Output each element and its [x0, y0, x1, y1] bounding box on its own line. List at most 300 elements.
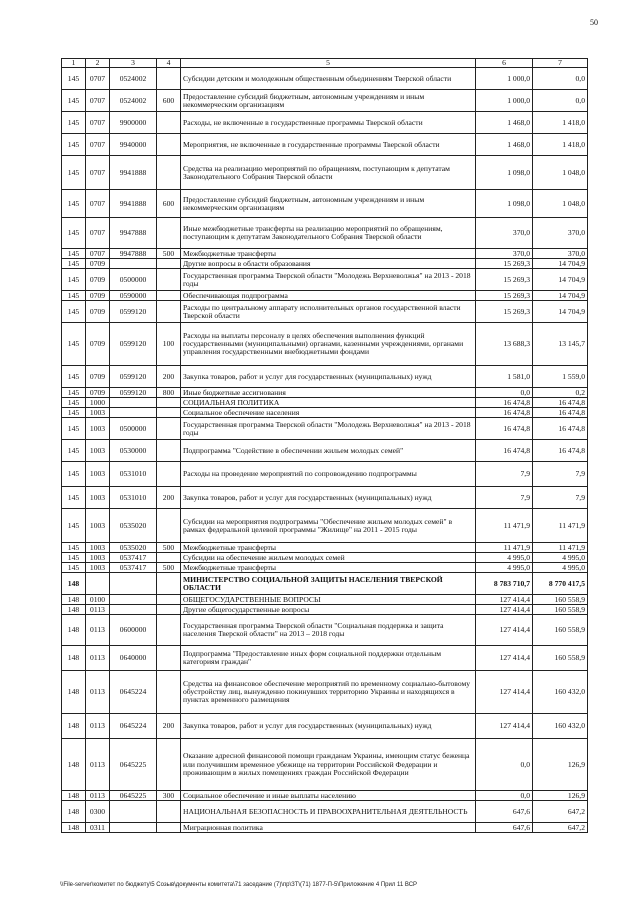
- code-expense-type: 500: [157, 249, 181, 259]
- code-target: 9900000: [110, 112, 157, 134]
- code-admin: 145: [62, 408, 86, 418]
- code-section: 1003: [86, 462, 110, 487]
- amount-col7: 160 558,9: [533, 646, 588, 671]
- code-section: [86, 573, 110, 595]
- expense-name: Оказание адресной финансовой помощи гражданам Украины, имеющим статус беженца или получившим временное убежище на территории Российской Федерации и проживающим в жилых помещениях граждан Российской Федерации: [181, 739, 476, 791]
- code-admin: 145: [62, 440, 86, 462]
- table-row: [62, 90, 588, 112]
- code-admin: 145: [62, 366, 86, 388]
- table-row: [62, 398, 588, 408]
- code-target: [110, 595, 157, 605]
- code-section: 0707: [86, 190, 110, 218]
- amount-col6: 647,6: [476, 801, 533, 823]
- header-col-6: 6: [476, 59, 533, 68]
- table-body: [62, 68, 588, 833]
- code-section: 0707: [86, 218, 110, 249]
- expense-name: Расходы, не включенные в государственные программы Тверской области: [181, 112, 476, 134]
- amount-col7: 14 704,9: [533, 259, 588, 269]
- code-expense-type: [157, 553, 181, 563]
- code-expense-type: [157, 801, 181, 823]
- code-section: 1003: [86, 563, 110, 573]
- code-target: 9947888: [110, 218, 157, 249]
- amount-col6: 1 468,0: [476, 112, 533, 134]
- amount-col7: 11 471,9: [533, 543, 588, 553]
- code-admin: 145: [62, 388, 86, 398]
- code-admin: 148: [62, 791, 86, 801]
- code-admin: 145: [62, 269, 86, 291]
- expense-name: Государственная программа Тверской области "Молодежь Верхневолжья" на 2013 - 2018 годы: [181, 418, 476, 440]
- page-number: 50: [590, 18, 598, 27]
- code-section: 0709: [86, 301, 110, 323]
- amount-col7: 8 770 417,5: [533, 573, 588, 595]
- code-section: 0311: [86, 823, 110, 833]
- amount-col6: 0,0: [476, 388, 533, 398]
- code-expense-type: [157, 218, 181, 249]
- expense-name: ОБЩЕГОСУДАРСТВЕННЫЕ ВОПРОСЫ: [181, 595, 476, 605]
- code-section: 0709: [86, 388, 110, 398]
- amount-col7: 1 048,0: [533, 156, 588, 190]
- table-row: [62, 134, 588, 156]
- expense-name: Расходы по центральному аппарату исполнительных органов государственной власти Тверской области: [181, 301, 476, 323]
- table-row: [62, 605, 588, 615]
- code-section: 0707: [86, 90, 110, 112]
- code-target: [110, 823, 157, 833]
- header-col-4: 4: [157, 59, 181, 68]
- code-target: 0600000: [110, 615, 157, 646]
- expense-name: Другие вопросы в области образования: [181, 259, 476, 269]
- code-target: 0640000: [110, 646, 157, 671]
- header-col-7: 7: [533, 59, 588, 68]
- table-row: [62, 573, 588, 595]
- amount-col6: 370,0: [476, 218, 533, 249]
- code-admin: 145: [62, 398, 86, 408]
- code-target: 0645225: [110, 739, 157, 791]
- code-expense-type: [157, 408, 181, 418]
- code-target: 0535020: [110, 543, 157, 553]
- amount-col7: 7,9: [533, 462, 588, 487]
- header-col-3: 3: [110, 59, 157, 68]
- amount-col6: 16 474,8: [476, 398, 533, 408]
- code-section: 0709: [86, 323, 110, 366]
- code-section: 1003: [86, 553, 110, 563]
- table-row: [62, 112, 588, 134]
- amount-col7: 4 995,0: [533, 553, 588, 563]
- amount-col7: 14 704,9: [533, 301, 588, 323]
- table-row: [62, 249, 588, 259]
- code-section: 0709: [86, 269, 110, 291]
- code-section: 0707: [86, 249, 110, 259]
- code-expense-type: [157, 291, 181, 301]
- amount-col6: 127 414,4: [476, 646, 533, 671]
- expense-name: Средства на финансовое обеспечение мероприятий по временному социально-бытовому обустройству лиц, вынужденно покинувших территорию Украины и находящихся в пунктах временного размещения: [181, 671, 476, 714]
- code-target: 0599120: [110, 366, 157, 388]
- table-row: [62, 408, 588, 418]
- code-expense-type: 600: [157, 90, 181, 112]
- amount-col7: 0,0: [533, 90, 588, 112]
- expense-name: Иные межбюджетные трансферты на реализацию мероприятий по обращениям, поступающим к депутатам Законодательного Собрания Тверской области: [181, 218, 476, 249]
- code-target: 9947888: [110, 249, 157, 259]
- table-row: [62, 509, 588, 543]
- amount-col6: 15 269,3: [476, 259, 533, 269]
- amount-col6: 13 688,3: [476, 323, 533, 366]
- code-target: 0531010: [110, 462, 157, 487]
- amount-col7: 160 558,9: [533, 595, 588, 605]
- amount-col6: 16 474,8: [476, 408, 533, 418]
- code-target: 0645224: [110, 714, 157, 739]
- table-row: [62, 671, 588, 714]
- code-section: 0113: [86, 615, 110, 646]
- amount-col6: 1 000,0: [476, 90, 533, 112]
- code-expense-type: 600: [157, 190, 181, 218]
- amount-col7: 160 558,9: [533, 615, 588, 646]
- amount-col6: 127 414,4: [476, 671, 533, 714]
- amount-col7: 1 048,0: [533, 190, 588, 218]
- table-header-row: [62, 59, 588, 68]
- code-admin: 148: [62, 595, 86, 605]
- amount-col6: 11 471,9: [476, 509, 533, 543]
- code-expense-type: [157, 269, 181, 291]
- amount-col6: 7,9: [476, 487, 533, 509]
- expense-name: Подпрограмма "Предоставление иных форм социальной поддержки отдельным категориям граждан": [181, 646, 476, 671]
- amount-col6: 1 468,0: [476, 134, 533, 156]
- table-row: [62, 543, 588, 553]
- expense-name: Другие общегосударственные вопросы: [181, 605, 476, 615]
- amount-col7: 11 471,9: [533, 509, 588, 543]
- code-expense-type: 200: [157, 366, 181, 388]
- code-expense-type: 500: [157, 563, 181, 573]
- code-target: 9941888: [110, 156, 157, 190]
- code-target: [110, 408, 157, 418]
- amount-col7: 4 995,0: [533, 563, 588, 573]
- code-target: 0524002: [110, 68, 157, 90]
- code-section: 0709: [86, 366, 110, 388]
- code-section: 0707: [86, 68, 110, 90]
- amount-col7: 14 704,9: [533, 291, 588, 301]
- code-admin: 145: [62, 156, 86, 190]
- expense-name: СОЦИАЛЬНАЯ ПОЛИТИКА: [181, 398, 476, 408]
- code-admin: 145: [62, 68, 86, 90]
- amount-col7: 126,9: [533, 791, 588, 801]
- code-expense-type: [157, 259, 181, 269]
- header-col-2: 2: [86, 59, 110, 68]
- code-section: 0113: [86, 739, 110, 791]
- code-expense-type: [157, 462, 181, 487]
- amount-col6: 647,6: [476, 823, 533, 833]
- code-target: 0500000: [110, 418, 157, 440]
- amount-col7: 647,2: [533, 801, 588, 823]
- amount-col6: 15 269,3: [476, 291, 533, 301]
- expense-name: НАЦИОНАЛЬНАЯ БЕЗОПАСНОСТЬ И ПРАВООХРАНИТЕЛЬНАЯ ДЕЯТЕЛЬНОСТЬ: [181, 801, 476, 823]
- code-admin: 145: [62, 323, 86, 366]
- code-admin: 145: [62, 218, 86, 249]
- table-row: [62, 823, 588, 833]
- table-row: [62, 190, 588, 218]
- code-target: 0537417: [110, 563, 157, 573]
- code-section: 0707: [86, 112, 110, 134]
- header-col-1: 1: [62, 59, 86, 68]
- amount-col7: 1 418,0: [533, 134, 588, 156]
- expense-name: Субсидии детским и молодежным общественным объединениям Тверской области: [181, 68, 476, 90]
- amount-col7: 13 145,7: [533, 323, 588, 366]
- table-row: [62, 487, 588, 509]
- amount-col6: 1 098,0: [476, 190, 533, 218]
- code-expense-type: 200: [157, 487, 181, 509]
- amount-col7: 7,9: [533, 487, 588, 509]
- code-admin: 145: [62, 190, 86, 218]
- code-admin: 148: [62, 605, 86, 615]
- code-target: 0590000: [110, 291, 157, 301]
- code-expense-type: [157, 739, 181, 791]
- expense-name: Социальное обеспечение населения: [181, 408, 476, 418]
- code-target: 9941888: [110, 190, 157, 218]
- code-expense-type: [157, 615, 181, 646]
- header-col-5: 5: [181, 59, 476, 68]
- expense-name: Социальное обеспечение и иные выплаты населению: [181, 791, 476, 801]
- expense-name: Межбюджетные трансферты: [181, 249, 476, 259]
- code-admin: 145: [62, 134, 86, 156]
- amount-col7: 160 432,0: [533, 671, 588, 714]
- amount-col6: 7,9: [476, 462, 533, 487]
- code-expense-type: [157, 112, 181, 134]
- code-admin: 145: [62, 553, 86, 563]
- table-row: [62, 791, 588, 801]
- table-row: [62, 218, 588, 249]
- code-expense-type: [157, 156, 181, 190]
- amount-col6: 16 474,8: [476, 440, 533, 462]
- amount-col6: 0,0: [476, 791, 533, 801]
- code-admin: 145: [62, 90, 86, 112]
- table-row: [62, 301, 588, 323]
- code-admin: 145: [62, 462, 86, 487]
- code-target: 0537417: [110, 553, 157, 563]
- amount-col6: 127 414,4: [476, 605, 533, 615]
- table-row: [62, 615, 588, 646]
- expense-name: МИНИСТЕРСТВО СОЦИАЛЬНОЙ ЗАЩИТЫ НАСЕЛЕНИЯ ТВЕРСКОЙ ОБЛАСТИ: [181, 573, 476, 595]
- code-admin: 148: [62, 739, 86, 791]
- table-row: [62, 563, 588, 573]
- code-expense-type: [157, 440, 181, 462]
- expense-name: Мероприятия, не включенные в государственные программы Тверской области: [181, 134, 476, 156]
- code-expense-type: [157, 509, 181, 543]
- table-row: [62, 646, 588, 671]
- code-target: [110, 801, 157, 823]
- code-section: 1000: [86, 398, 110, 408]
- amount-col7: 160 558,9: [533, 605, 588, 615]
- code-target: 9940000: [110, 134, 157, 156]
- code-expense-type: [157, 605, 181, 615]
- amount-col7: 1 418,0: [533, 112, 588, 134]
- expense-name: Обеспечивающая подпрограмма: [181, 291, 476, 301]
- code-admin: 148: [62, 646, 86, 671]
- code-target: 0535020: [110, 509, 157, 543]
- code-target: 0645225: [110, 791, 157, 801]
- code-expense-type: [157, 595, 181, 605]
- code-admin: 148: [62, 573, 86, 595]
- expense-name: Межбюджетные трансферты: [181, 563, 476, 573]
- amount-col7: 647,2: [533, 823, 588, 833]
- code-expense-type: [157, 134, 181, 156]
- amount-col7: 0,0: [533, 68, 588, 90]
- expense-name: Межбюджетные трансферты: [181, 543, 476, 553]
- code-section: 1003: [86, 408, 110, 418]
- code-admin: 145: [62, 563, 86, 573]
- code-expense-type: 800: [157, 388, 181, 398]
- amount-col7: 14 704,9: [533, 269, 588, 291]
- expense-name: Государственная программа Тверской области "Молодежь Верхневолжья" на 2013 - 2018 годы: [181, 269, 476, 291]
- code-admin: 145: [62, 509, 86, 543]
- table-row: [62, 801, 588, 823]
- amount-col6: 11 471,9: [476, 543, 533, 553]
- amount-col7: 160 432,0: [533, 714, 588, 739]
- code-expense-type: 300: [157, 791, 181, 801]
- code-admin: 145: [62, 301, 86, 323]
- amount-col6: 4 995,0: [476, 553, 533, 563]
- amount-col6: 127 414,4: [476, 615, 533, 646]
- code-section: 0709: [86, 291, 110, 301]
- code-section: 0100: [86, 595, 110, 605]
- code-expense-type: [157, 646, 181, 671]
- code-admin: 145: [62, 259, 86, 269]
- code-section: 0113: [86, 671, 110, 714]
- expense-name: Предоставление субсидий бюджетным, автономным учреждениям и иным некоммерческим организациям: [181, 190, 476, 218]
- code-target: [110, 605, 157, 615]
- amount-col6: 127 414,4: [476, 714, 533, 739]
- code-section: 0709: [86, 259, 110, 269]
- table-row: [62, 418, 588, 440]
- code-target: 0530000: [110, 440, 157, 462]
- expense-name: Иные бюджетные ассигнования: [181, 388, 476, 398]
- amount-col7: 16 474,8: [533, 418, 588, 440]
- code-target: 0599120: [110, 301, 157, 323]
- expense-name: Закупка товаров, работ и услуг для государственных (муниципальных) нужд: [181, 366, 476, 388]
- table-row: [62, 714, 588, 739]
- code-target: 0531010: [110, 487, 157, 509]
- code-expense-type: [157, 573, 181, 595]
- footer-file-path: \\File-server\комитет по бюджету\5 Созыв\документы комитета\71 заседание (7)\пр\ЗТ\(71) 1877-П-5\Приложение 4 Прил 11 ВСР: [60, 882, 418, 888]
- code-section: 1003: [86, 509, 110, 543]
- table-row: [62, 291, 588, 301]
- amount-col7: 16 474,8: [533, 408, 588, 418]
- code-admin: 148: [62, 671, 86, 714]
- expense-name: Расходы на выплаты персоналу в целях обеспечения выполнения функций государственными (муниципальными) органами, казенными учреждениями, органами управления государственными внебюджетными фондами: [181, 323, 476, 366]
- expense-name: Государственная программа Тверской области "Социальная поддержка и защита населения Тверской области" на 2013 – 2018 годы: [181, 615, 476, 646]
- amount-col6: 0,0: [476, 739, 533, 791]
- code-target: [110, 398, 157, 408]
- amount-col7: 0,2: [533, 388, 588, 398]
- table-row: [62, 388, 588, 398]
- expense-name: Подпрограмма "Содействие в обеспечении жильем молодых семей": [181, 440, 476, 462]
- amount-col6: 15 269,3: [476, 301, 533, 323]
- amount-col7: 16 474,8: [533, 398, 588, 408]
- amount-col6: 1 581,0: [476, 366, 533, 388]
- amount-col6: 16 474,8: [476, 418, 533, 440]
- code-target: 0599120: [110, 388, 157, 398]
- code-admin: 148: [62, 823, 86, 833]
- amount-col6: 8 783 710,7: [476, 573, 533, 595]
- code-admin: 145: [62, 291, 86, 301]
- code-admin: 145: [62, 112, 86, 134]
- expense-name: Субсидии на обеспечение жильем молодых семей: [181, 553, 476, 563]
- code-admin: 148: [62, 615, 86, 646]
- code-section: 0113: [86, 714, 110, 739]
- table-row: [62, 462, 588, 487]
- table-row: [62, 595, 588, 605]
- code-admin: 145: [62, 418, 86, 440]
- amount-col6: 4 995,0: [476, 563, 533, 573]
- code-target: 0524002: [110, 90, 157, 112]
- table-row: [62, 553, 588, 563]
- code-expense-type: [157, 823, 181, 833]
- amount-col7: 16 474,8: [533, 440, 588, 462]
- code-section: 0300: [86, 801, 110, 823]
- code-expense-type: [157, 301, 181, 323]
- table-row: [62, 440, 588, 462]
- code-section: 1003: [86, 440, 110, 462]
- code-expense-type: [157, 398, 181, 408]
- code-admin: 145: [62, 543, 86, 553]
- amount-col6: 15 269,3: [476, 269, 533, 291]
- code-section: 0707: [86, 156, 110, 190]
- table-row: [62, 366, 588, 388]
- code-admin: 148: [62, 714, 86, 739]
- amount-col6: 1 000,0: [476, 68, 533, 90]
- code-section: 0113: [86, 791, 110, 801]
- table-row: [62, 156, 588, 190]
- amount-col6: 1 098,0: [476, 156, 533, 190]
- code-expense-type: 500: [157, 543, 181, 553]
- code-expense-type: [157, 418, 181, 440]
- expense-name: Расходы на проведение мероприятий по сопровождению подпрограммы: [181, 462, 476, 487]
- table-row: [62, 68, 588, 90]
- code-section: 0113: [86, 605, 110, 615]
- table-row: [62, 739, 588, 791]
- code-section: 1003: [86, 487, 110, 509]
- code-section: 0707: [86, 134, 110, 156]
- expense-name: Субсидии на мероприятия подпрограммы "Обеспечение жильем молодых семей" в рамках федеральной целевой программы "Жилище" на 2011 - 2015 годы: [181, 509, 476, 543]
- code-admin: 148: [62, 801, 86, 823]
- code-expense-type: [157, 68, 181, 90]
- amount-col7: 370,0: [533, 249, 588, 259]
- code-section: 1003: [86, 418, 110, 440]
- code-admin: 145: [62, 249, 86, 259]
- code-admin: 145: [62, 487, 86, 509]
- table-row: [62, 259, 588, 269]
- amount-col6: 370,0: [476, 249, 533, 259]
- code-target: 0599120: [110, 323, 157, 366]
- expense-name: Закупка товаров, работ и услуг для государственных (муниципальных) нужд: [181, 487, 476, 509]
- code-expense-type: 100: [157, 323, 181, 366]
- table-row: [62, 323, 588, 366]
- expense-name: Средства на реализацию мероприятий по обращениям, поступающим к депутатам Законодательного Собрания Тверской области: [181, 156, 476, 190]
- code-target: [110, 573, 157, 595]
- code-target: 0500000: [110, 269, 157, 291]
- amount-col7: 1 559,0: [533, 366, 588, 388]
- code-target: 0645224: [110, 671, 157, 714]
- amount-col7: 370,0: [533, 218, 588, 249]
- expense-name: Миграционная политика: [181, 823, 476, 833]
- expense-name: Закупка товаров, работ и услуг для государственных (муниципальных) нужд: [181, 714, 476, 739]
- amount-col6: 127 414,4: [476, 595, 533, 605]
- table-row: [62, 269, 588, 291]
- code-section: 0113: [86, 646, 110, 671]
- code-expense-type: [157, 671, 181, 714]
- code-section: 1003: [86, 543, 110, 553]
- code-target: [110, 259, 157, 269]
- budget-table: [61, 58, 588, 833]
- amount-col7: 126,9: [533, 739, 588, 791]
- expense-name: Предоставление субсидий бюджетным, автономным учреждениям и иным некоммерческим организациям: [181, 90, 476, 112]
- code-expense-type: 200: [157, 714, 181, 739]
